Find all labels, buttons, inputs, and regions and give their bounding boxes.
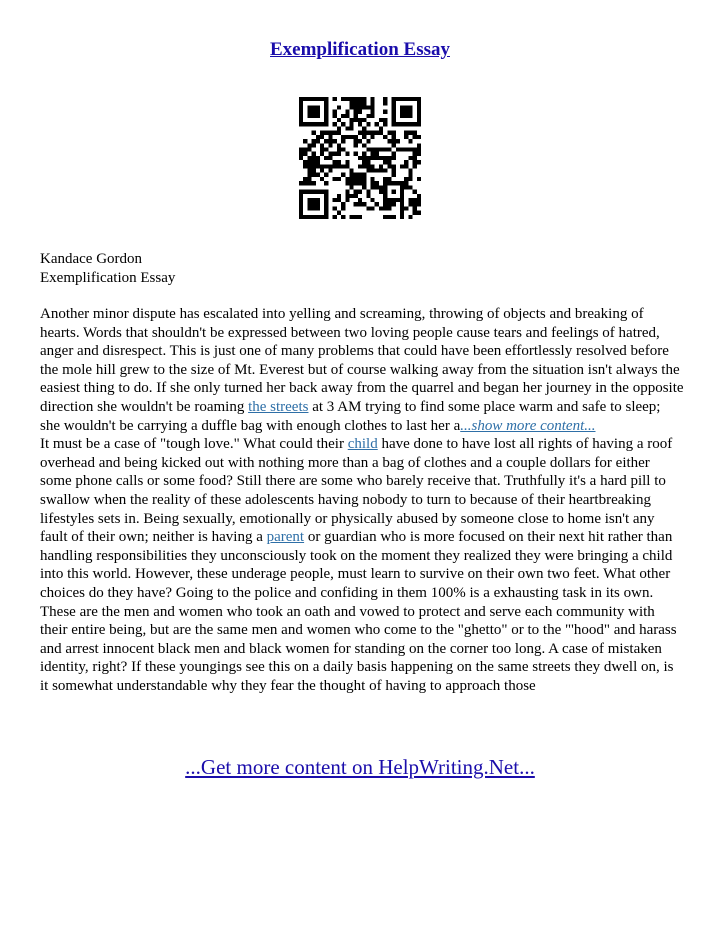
essay-subtitle: Exemplification Essay xyxy=(40,270,176,286)
paragraph-2-end: or guardian who is more focused on their next hit rather than handling responsibilities they unconsciously took on the moment they realized they were bringing a child into this world. However, these underage people, must learn to survive on their own two feet. What other choices do they have? Going to the police and confiding in them 100% is a exhausting task in its own. These are the men and women who took an oath and vowed to protect and serve each community with their entire being, but are the same men and women who come to the "ghetto" or to the "'hood" and harass and arrest innocent black men and black women for standing on the corner too long. A case of mistaken identity, right? If these youngings see this on a daily basis happening on the same streets they dwell on, is it somewhat understandable why they fear the thought of having to approach those xyxy=(40,529,677,694)
parent-link[interactable]: parent xyxy=(266,529,305,546)
streets-link[interactable]: the streets xyxy=(248,398,309,415)
more-content-cta xyxy=(0,754,720,780)
paragraph-2-text: It must be a case of "tough love." What could their xyxy=(40,436,348,453)
get-more-content-link[interactable]: ...Get more content on HelpWriting.Net... xyxy=(185,755,535,779)
qr-code-icon xyxy=(299,97,421,219)
author-name: Kandace Gordon xyxy=(40,251,143,267)
show-more-link[interactable]: ...show more content... xyxy=(460,417,596,434)
child-link[interactable]: child xyxy=(347,436,378,453)
paragraph-1-continued: at 3 AM trying to find some place warm and safe to sleep; she wouldn't be carrying a duffle bag with enough clothes to last her a xyxy=(40,398,661,434)
essay-body xyxy=(40,305,684,695)
paragraph-2-continued: have done to have lost all rights of having a roof overhead and being kicked out with nothing more than a bag of clothes and a couple dollars for either some phone calls or some food? Still there are some who barely receive that. Truthfully it's a hard pill to swallow when the reality of these adolescents having nobody to turn to because of their heartbreaking lifestyles sets in. Being sexually, emotionally or physically abused by someone close to home isn't any fault of their own; neither is having a xyxy=(40,436,673,546)
paragraph-1-text: Another minor dispute has escalated into yelling and screaming, throwing of objects and breaking of hearts. Words that shouldn't be expressed between two loving people cause tears and feelings of hatred, anger and disrespect. This is just one of many problems that could have been effortlessly resolved before the mole hill grew to the size of Mt. Everest but of course walking away from the situation isn't always the easiest thing to do. If she only turned her back away from the quarrel and began her journey in the opposite direction she wouldn't be roaming xyxy=(40,306,684,415)
document-title-link[interactable]: Exemplification Essay xyxy=(270,39,450,60)
document-title xyxy=(0,38,720,62)
author-block xyxy=(40,250,175,288)
